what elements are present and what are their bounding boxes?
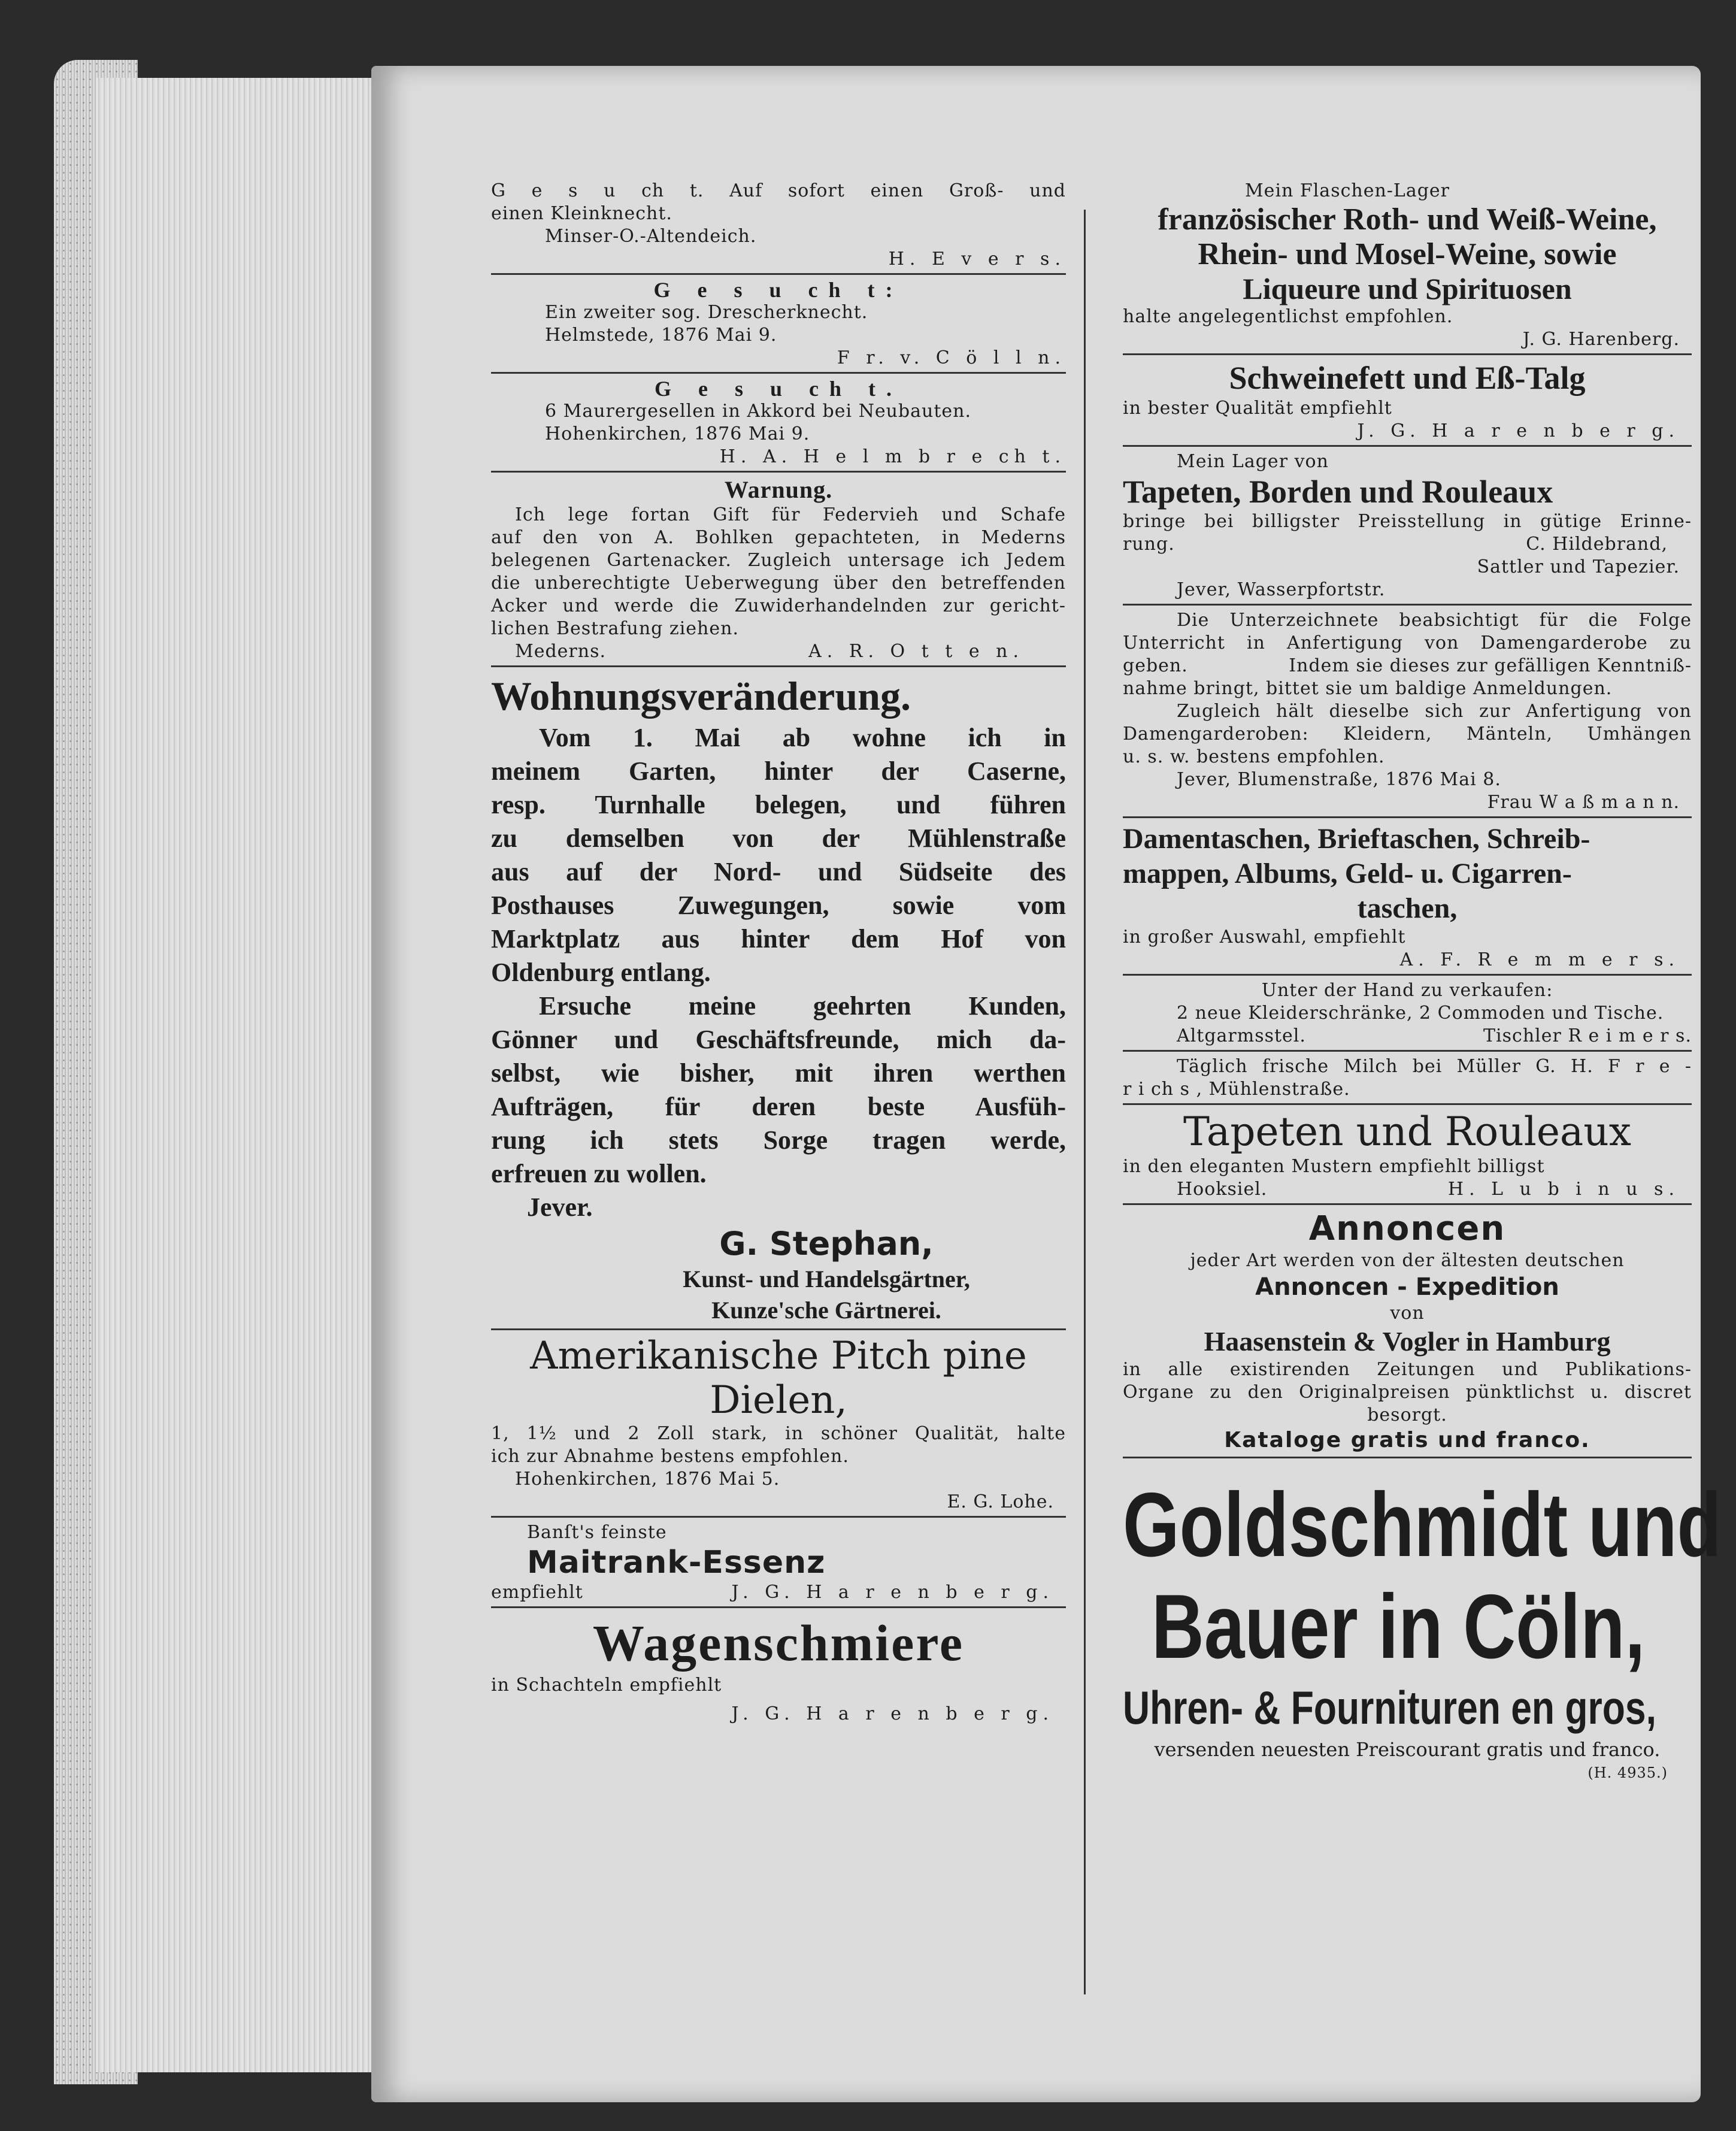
- ad-signature: H. L u b i n u s.: [1447, 1179, 1680, 1200]
- ad-heading: französischer Roth- und Weiß-Weine,: [1158, 202, 1657, 237]
- ad-signature: H. A. H e l m b r e ch t.: [719, 446, 1066, 467]
- ad-subtitle: Kunze'sche Gärtnerei.: [711, 1297, 941, 1324]
- right-column: [1123, 180, 1722, 1784]
- ad-line: Indem sie dieses zur gefälligen Kenntniß-: [1289, 655, 1692, 676]
- ad-line: Gönner und Geschäftsfreunde, mich da-: [491, 1025, 1066, 1054]
- ad-signature: A. R. O t t e n.: [808, 641, 1024, 662]
- ad-place: Hooksiel.: [1177, 1179, 1268, 1200]
- ad-place: Jever, Wasserpfortstr.: [1177, 579, 1386, 600]
- ad-reference: (H. 4935.): [1587, 1764, 1668, 1781]
- ad-subheading: Uhren- & Fournituren en gros,: [1123, 1681, 1656, 1734]
- rule: [1123, 353, 1692, 355]
- ad-heading: Amerikanische Pitch pine: [530, 1334, 1027, 1378]
- rule: [1123, 1457, 1692, 1458]
- ad-line: meinem Garten, hinter der Caserne,: [491, 756, 1066, 786]
- ad-footer: [1123, 533, 1692, 556]
- ad-line: Kataloge gratis und franco.: [1224, 1428, 1590, 1452]
- rule: [1123, 445, 1692, 447]
- ad-signature: J. G. H a r e n b e r g.: [1357, 420, 1680, 441]
- ad-signature: Tischler R e i m e r s.: [1483, 1025, 1692, 1046]
- ad-line: Posthauses Zuwegungen, sowie vom: [491, 891, 1066, 920]
- ad-line: Täglich frische Milch bei Müller G. H. F r e -: [1177, 1056, 1692, 1077]
- ad-milch: [1123, 1055, 1692, 1101]
- ad-line: Ich lege fortan Gift für Federvieh und Schafe: [515, 504, 1066, 525]
- column-divider: [1084, 210, 1086, 1994]
- rule: [1123, 974, 1692, 976]
- ad-line: Ersuche meine geehrten Kunden,: [539, 991, 1066, 1021]
- ad-signature: J. G. H a r e n b e r g.: [731, 1703, 1054, 1724]
- ad-flaschen-lager: [1123, 180, 1692, 351]
- ad-line: belegenen Gartenacker. Zugleich untersage ich Jedem: [491, 550, 1066, 571]
- rule: [491, 273, 1066, 275]
- rule: [1123, 1103, 1692, 1105]
- ad-line: zu demselben von der Mühlenstraße: [491, 824, 1066, 853]
- rule: [1123, 1050, 1692, 1052]
- ad-place: Hohenkirchen, 1876 Mai 5.: [515, 1469, 780, 1490]
- ad-heading: mappen, Albums, Geld- u. Cigarren-: [1123, 858, 1572, 889]
- ad-line: in bester Qualität empfiehlt: [1123, 398, 1392, 419]
- ad-line: 6 Maurergesellen in Akkord bei Neubauten.: [545, 401, 972, 422]
- ad-place: Jever, Blumenstraße, 1876 Mai 8.: [1177, 769, 1501, 790]
- ad-gesucht-maurer: [491, 377, 1066, 468]
- ad-gesucht-drescherknecht: [491, 279, 1066, 370]
- ad-heading: Annoncen: [1308, 1209, 1506, 1248]
- ad-damentaschen: [1123, 822, 1692, 971]
- ad-heading: Dielen,: [710, 1378, 847, 1422]
- ad-line-row: [1123, 655, 1692, 677]
- book-page-stack: [96, 78, 407, 2072]
- ad-line: Marktplatz aus hinter dem Hof von: [491, 924, 1066, 953]
- rule: [491, 372, 1066, 374]
- ad-wohnungsveraenderung: [491, 671, 1066, 1326]
- left-column: [491, 180, 1066, 1726]
- ad-heading: Rhein- und Mosel-Weine, sowie: [1198, 237, 1617, 271]
- ad-heading: Wagenschmiere: [592, 1614, 965, 1672]
- ad-line: von: [1390, 1303, 1425, 1324]
- ad-footer: [491, 1581, 1066, 1604]
- ad-line: versenden neuesten Preiscourant gratis und franco.: [1154, 1738, 1661, 1761]
- ad-heading: Bauer in Cöln,: [1152, 1576, 1646, 1678]
- ad-heading: Goldschmidt und: [1123, 1474, 1722, 1576]
- ad-signature: E. G. Lohe.: [947, 1491, 1054, 1512]
- ad-footer: [1123, 1178, 1692, 1201]
- ad-signature: Sattler und Tapezier.: [1477, 556, 1680, 577]
- ad-place: Altgarmsstel.: [1177, 1025, 1306, 1046]
- rule: [1123, 816, 1692, 818]
- rule: [491, 1328, 1066, 1330]
- ad-goldschmidt: [1123, 1462, 1722, 1784]
- ad-line: resp. Turnhalle belegen, und führen: [491, 790, 1066, 819]
- rule: [491, 1516, 1066, 1518]
- ad-line: besorgt.: [1367, 1404, 1447, 1425]
- ad-line: Organe zu den Originalpreisen pünktlichst u. discret: [1123, 1382, 1692, 1403]
- ad-tapeten-hildebrand: [1123, 450, 1692, 601]
- ad-heading: Warnung.: [724, 476, 833, 503]
- ad-line: halte angelegentlichst empfohlen.: [1123, 306, 1453, 327]
- ad-kleiderschraenke: [1123, 979, 1692, 1048]
- ad-schweinefett: [1123, 359, 1692, 443]
- ad-subheading: Haasenstein & Vogler in Hamburg: [1204, 1326, 1611, 1357]
- ad-place: Mederns.: [515, 641, 607, 662]
- ad-line: u. s. w. bestens empfohlen.: [1123, 746, 1385, 767]
- ad-pitch-pine: [491, 1334, 1066, 1514]
- ad-line: G e s u ch t. Auf sofort einen Groß- und: [491, 180, 1066, 201]
- rule: [491, 1606, 1066, 1608]
- ad-line: Unter der Hand zu verkaufen:: [1261, 980, 1553, 1001]
- ad-gesucht-knecht: [491, 180, 1066, 271]
- rule: [1123, 604, 1692, 606]
- ad-signature: A. F. R e m m e r s.: [1399, 949, 1680, 970]
- ad-line: in den eleganten Mustern empfiehlt billigst: [1123, 1156, 1545, 1177]
- ad-line: r i ch s , Mühlenstraße.: [1123, 1079, 1350, 1100]
- ad-wagenschmiere: [491, 1612, 1066, 1726]
- ad-line: aus auf der Nord- und Südseite des: [491, 857, 1066, 886]
- ad-line: jeder Art werden von der ältesten deutschen: [1190, 1250, 1625, 1271]
- ad-signature: C. Hildebrand,: [1526, 534, 1668, 555]
- ad-line: selbst, wie bisher, mit ihren werthen: [491, 1058, 1066, 1088]
- rule: [491, 665, 1066, 667]
- ad-signature: H. E v e r s.: [888, 249, 1066, 270]
- ad-line: 1, 1½ und 2 Zoll stark, in schöner Qualität, halte: [491, 1423, 1066, 1444]
- ad-heading: Tapeten, Borden und Rouleaux: [1123, 474, 1553, 510]
- ad-heading: G e s u ch t.: [655, 377, 902, 401]
- ad-line: Mein Flaschen-Lager: [1244, 180, 1450, 201]
- ad-warnung: [491, 476, 1066, 663]
- ad-damengarderobe: [1123, 609, 1692, 814]
- ad-line: ich zur Abnahme bestens empfohlen.: [491, 1446, 849, 1467]
- ad-tapeten-lubinus: [1123, 1109, 1692, 1201]
- ad-line: nahme bringt, bittet sie um baldige Anmeldungen.: [1123, 678, 1613, 699]
- ad-line: Acker und werde die Zuwiderhandelnden zur gericht-: [491, 595, 1066, 616]
- ad-line: Damengarderoben: Kleidern, Mänteln, Umhängen: [1123, 724, 1692, 744]
- rule: [1123, 1203, 1692, 1205]
- ad-name: G. Stephan,: [719, 1225, 934, 1263]
- ad-heading: Wohnungsveränderung.: [491, 673, 911, 719]
- ad-line: rung.: [1123, 534, 1175, 555]
- ad-footer: [1123, 1025, 1692, 1048]
- ad-subheading: Annoncen - Expedition: [1255, 1273, 1559, 1301]
- ad-line: Mein Lager von: [1177, 451, 1329, 472]
- ad-heading: Damentaschen, Brieftaschen, Schreib-: [1123, 823, 1590, 855]
- ad-signature: J. G. Harenberg.: [1522, 329, 1680, 350]
- ad-line: Vom 1. Mai ab wohne ich in: [539, 723, 1066, 752]
- ad-line: empfiehlt: [491, 1582, 583, 1603]
- ad-heading: Tapeten und Rouleaux: [1183, 1109, 1632, 1155]
- ad-line: in alle existirenden Zeitungen und Publikations-: [1123, 1359, 1692, 1380]
- ad-line: Ein zweiter sog. Drescherknecht.: [545, 302, 868, 323]
- ad-footer: [491, 640, 1066, 663]
- ad-heading: taschen,: [1357, 892, 1458, 924]
- ad-heading: Schweinefett und Eß-Talg: [1229, 360, 1586, 396]
- ad-heading: G e s u ch t:: [653, 278, 904, 302]
- ad-line: Oldenburg entlang.: [491, 958, 711, 987]
- ad-maitrank: [491, 1521, 1066, 1604]
- ad-line: die unberechtigte Ueberwegung über den betreffenden: [491, 573, 1066, 594]
- ad-line: Banſt's feinste: [527, 1522, 667, 1543]
- rule: [491, 471, 1066, 473]
- ad-line: Aufträgen, für deren beste Ausfüh-: [491, 1092, 1066, 1121]
- ad-heading: Maitrank-Essenz: [527, 1545, 826, 1581]
- ad-signature: F r. v. C ö l l n.: [837, 347, 1066, 368]
- ad-line: einen Kleinknecht.: [491, 203, 672, 224]
- ad-line: rung ich stets Sorge tragen werde,: [491, 1125, 1066, 1155]
- ad-line: bringe bei billigster Preisstellung in gütige Erinne-: [1123, 511, 1692, 532]
- ad-place: Hohenkirchen, 1876 Mai 9.: [545, 423, 810, 444]
- ad-line: lichen Bestrafung ziehen.: [491, 618, 739, 639]
- ad-line: in großer Auswahl, empfiehlt: [1123, 927, 1406, 948]
- ad-line: geben.: [1123, 655, 1188, 676]
- ad-line: Unterricht in Anfertigung von Damengarderobe zu: [1123, 632, 1692, 653]
- ad-subtitle: Kunst- und Handelsgärtner,: [683, 1266, 970, 1292]
- ad-place: Minser-O.-Altendeich.: [545, 226, 757, 247]
- ad-signature: Frau W a ß m a n n.: [1487, 792, 1680, 813]
- ad-line: erfreuen zu wollen.: [491, 1159, 707, 1188]
- ad-line: Zugleich hält dieselbe sich zur Anfertigung von: [1177, 701, 1692, 722]
- ad-line: 2 neue Kleiderschränke, 2 Commoden und Tische.: [1177, 1003, 1664, 1024]
- ad-place: Jever.: [527, 1192, 593, 1222]
- ad-annoncen: [1123, 1209, 1692, 1454]
- ad-line: in Schachteln empfiehlt: [491, 1675, 722, 1696]
- ad-place: Helmstede, 1876 Mai 9.: [545, 325, 777, 346]
- ad-signature: J. G. H a r e n b e r g.: [731, 1582, 1054, 1603]
- ad-heading: Liqueure und Spirituosen: [1243, 272, 1572, 305]
- ad-line: auf den von A. Bohlken gepachteten, in Mederns: [491, 527, 1066, 548]
- ad-line: Die Unterzeichnete beabsichtigt für die Folge: [1177, 610, 1692, 631]
